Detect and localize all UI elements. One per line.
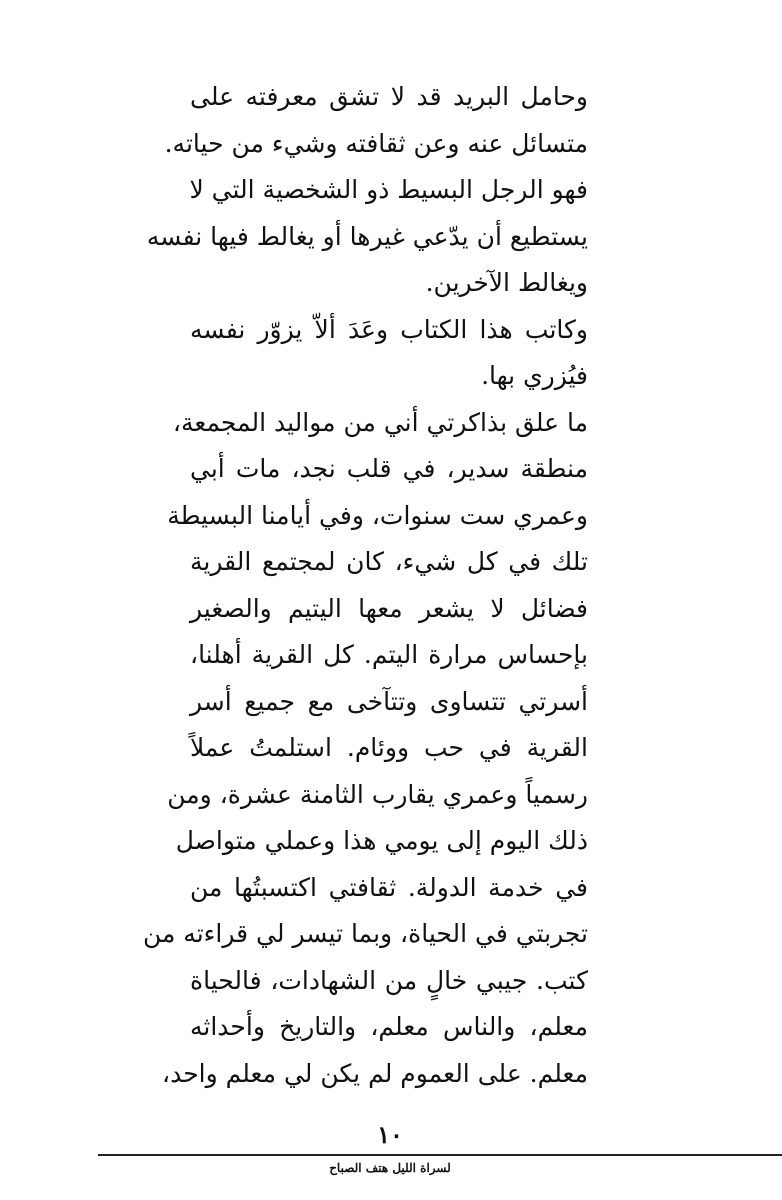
text-line: تجربتي في الحياة، وبما تيسر لي قراءته من [142,919,588,948]
text-line: كتب. جيبي خالٍ من الشهادات، فالحياة [190,965,588,995]
text-line: ويغالط الآخرين. [425,268,588,297]
text-line: منطقة سدير، في قلب نجد، مات أبي [190,454,588,483]
text-line: يستطيع أن يدّعي غيرها أو يغالط فيها نفسه [146,221,588,251]
text-line: فضائل لا يشعر معها اليتيم والصغير [190,593,588,623]
text-line: متسائل عنه وعن ثقافته وشيء من حياته. [164,128,588,158]
text-line: فيُزري بها. [481,361,588,390]
text-line: بإحساس مرارة اليتم. كل القرية أهلنا، [190,640,588,669]
text-line: تلك في كل شيء، كان لمجتمع القرية [190,547,588,576]
running-footer-title: لسراة الليل هتف الصباح [329,1161,451,1175]
text-line: وحامل البريد قد لا تشق معرفته على [190,82,588,111]
body-text [142,74,588,1097]
text-line: معلم. على العموم لم يكن لي معلم واحد، [162,1058,588,1088]
footer-divider [98,1154,782,1156]
text-line: رسمياً وعمري يقارب الثامنة عشرة، ومن [167,779,588,809]
text-line: وعمري ست سنوات، وفي أيامنا البسيطة [167,500,588,530]
text-line: في خدمة الدولة. ثقافتي اكتسبتُها من [190,872,588,902]
text-line: معلم، والناس معلم، والتاريخ وأحداثه [190,1012,588,1041]
text-line: ما علق بذاكرتي أني من مواليد المجمعة، [172,407,588,437]
text-line: ذلك اليوم إلى يومي هذا وعملي متواصل [175,826,588,855]
page-number: ١٠ [377,1120,403,1149]
text-line: القرية في حب ووئام. استلمتُ عملاً [190,733,588,762]
text-line: فهو الرجل البسيط ذو الشخصية التي لا [189,175,588,204]
text-line: أسرتي تتساوى وتتآخى مع جميع أسر [190,686,588,716]
text-line: وكاتب هذا الكتاب وعَدَ ألاّ يزوّر نفسه [190,314,588,344]
